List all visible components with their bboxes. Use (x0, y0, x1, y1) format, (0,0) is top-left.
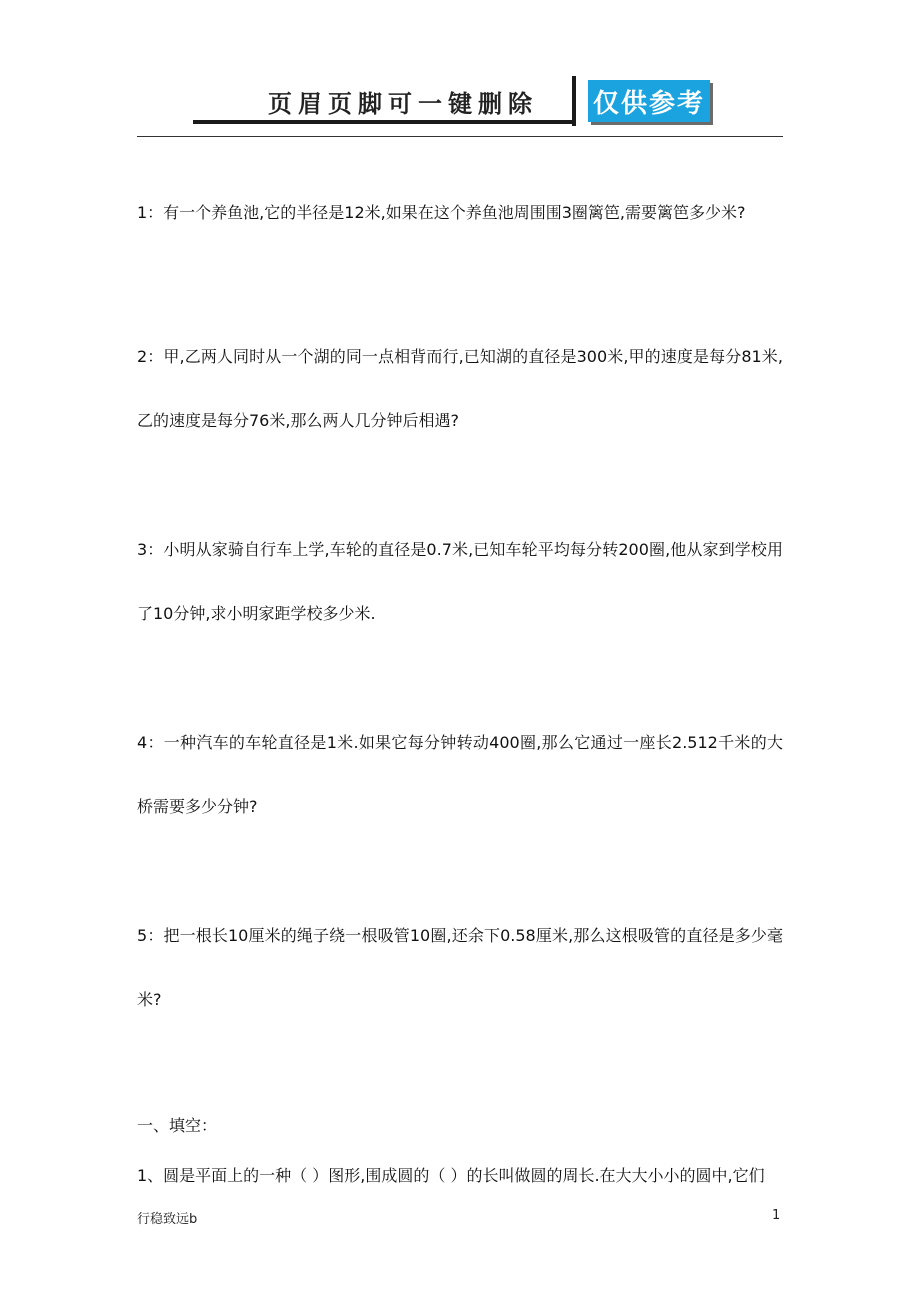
footer-text: 行稳致远b (137, 1212, 198, 1227)
header-title: 页眉页脚可一键删除 (268, 89, 538, 118)
header-rule (137, 136, 783, 137)
question-4: 4：一种汽车的车轮直径是1米.如果它每分钟转动400圈,那么它通过一座长2.512千米的大桥需要多少分钟? (137, 733, 783, 816)
page-number: 1 (772, 1208, 781, 1223)
question-3: 3：小明从家骑自行车上学,车轮的直径是0.7米,已知车轮平均每分转200圈,他从家到学校用了10分钟,求小明家距学校多少米. (137, 540, 783, 623)
reference-badge: 仅供参考 (588, 80, 710, 122)
question-5: 5：把一根长10厘米的绳子绕一根吸管10圈,还余下0.58厘米,那么这根吸管的直径是多少毫米? (137, 926, 783, 1009)
header-divider (572, 76, 576, 126)
fill-blank-item-1: 1、圆是平面上的一种（ ）图形,围成圆的（ ）的长叫做圆的周长.在大大小小的圆中,它们 (137, 1166, 765, 1185)
question-1: 1：有一个养鱼池,它的半径是12米,如果在这个养鱼池周围围3圈篱笆,需要篱笆多少米? (137, 203, 746, 222)
header-underline (193, 120, 575, 124)
section-title: 一、填空： (137, 1116, 218, 1135)
question-2: 2：甲,乙两人同时从一个湖的同一点相背而行,已知湖的直径是300米,甲的速度是每分81米,乙的速度是每分76米,那么两人几分钟后相遇? (137, 347, 783, 430)
